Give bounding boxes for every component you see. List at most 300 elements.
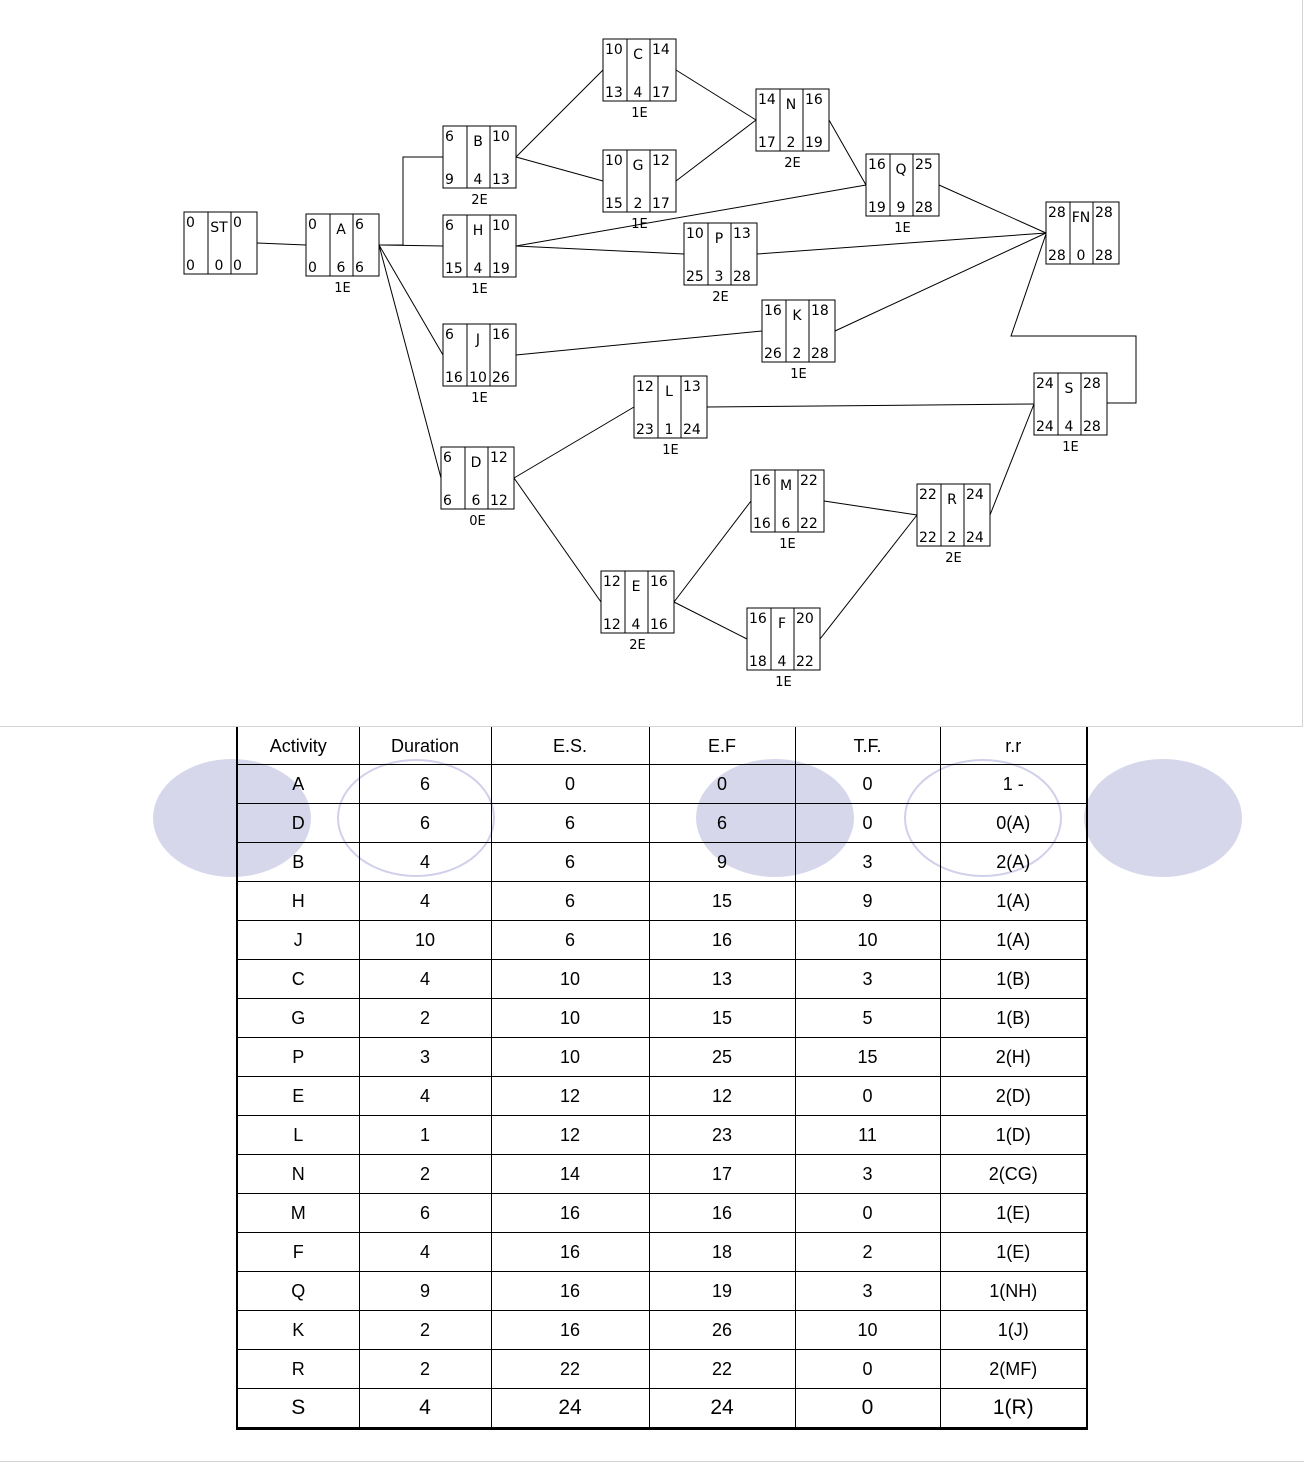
edge-L-S (707, 404, 1034, 407)
decorative-ellipse-mid-right (1084, 759, 1242, 877)
table-cell: 1(B) (940, 999, 1087, 1038)
table-cell: 2 (359, 1311, 491, 1350)
node-label: N (785, 97, 797, 113)
edge-H-P (516, 246, 684, 254)
node-ef: 12 (652, 153, 670, 169)
table-cell: 6 (359, 804, 491, 843)
node-duration: 6 (781, 516, 791, 532)
node-ls: 13 (605, 85, 623, 101)
node-ls: 12 (603, 617, 621, 633)
node-tag: 2E (712, 290, 729, 305)
node-es: 6 (445, 129, 454, 145)
table-cell: E (237, 1077, 359, 1116)
node-label: A (336, 222, 346, 238)
table-cell: 16 (491, 1194, 649, 1233)
edge-B-G (516, 157, 603, 181)
table-row (237, 960, 1087, 999)
edge-ST-A (257, 243, 306, 245)
node-ls: 6 (443, 493, 452, 509)
node-label: ST (210, 220, 228, 236)
edge-A-J (379, 245, 443, 355)
node-lf: 13 (492, 172, 510, 188)
node-tag: 1E (471, 282, 488, 297)
node-label: L (665, 384, 673, 400)
node-duration: 2 (633, 196, 643, 212)
node-es: 10 (605, 42, 623, 58)
node-lf: 26 (492, 370, 510, 386)
node-tag: 2E (471, 193, 488, 208)
node-lf: 19 (805, 135, 823, 151)
activity-node-d (441, 447, 514, 529)
edge-G-N (676, 120, 756, 181)
table-cell: 22 (491, 1350, 649, 1389)
table-cell: 19 (649, 1272, 795, 1311)
table-cell: 1(J) (940, 1311, 1087, 1350)
node-ls: 23 (636, 422, 654, 438)
table-cell: 6 (359, 1194, 491, 1233)
node-ef: 25 (915, 157, 933, 173)
table-cell: 24 (649, 1389, 795, 1429)
table-cell: 10 (491, 999, 649, 1038)
column-header: T.F. (795, 727, 940, 765)
node-duration: 4 (777, 654, 787, 670)
table-cell: 0 (795, 1350, 940, 1389)
node-lf: 22 (800, 516, 818, 532)
node-ef: 10 (492, 129, 510, 145)
edge-A-B (379, 157, 443, 245)
node-ef: 13 (683, 379, 701, 395)
table-cell: 2(MF) (940, 1350, 1087, 1389)
edge-N-Q (829, 120, 866, 185)
node-ef: 20 (796, 611, 814, 627)
node-duration: 2 (792, 346, 802, 362)
table-cell: 0 (795, 765, 940, 804)
node-label: E (631, 579, 641, 595)
table-row (237, 1155, 1087, 1194)
table-cell: 22 (649, 1350, 795, 1389)
node-ls: 15 (605, 196, 623, 212)
node-label: D (470, 455, 482, 471)
table-row (237, 921, 1087, 960)
node-label: B (473, 134, 483, 150)
table-row (237, 804, 1087, 843)
node-lf: 24 (683, 422, 701, 438)
node-ls: 0 (308, 260, 317, 276)
activity-node-st (184, 212, 257, 274)
node-ls: 28 (1048, 248, 1066, 264)
edge-Q-FN (939, 185, 1046, 233)
table-header-row (237, 727, 1087, 765)
activity-node-p (684, 223, 757, 305)
table-cell: L (237, 1116, 359, 1155)
node-tag: 1E (471, 391, 488, 406)
table-cell: 16 (491, 1311, 649, 1350)
table-cell: 0(A) (940, 804, 1087, 843)
table-cell: 6 (491, 804, 649, 843)
node-ls: 16 (753, 516, 771, 532)
node-tag: 2E (784, 156, 801, 171)
column-header: E.S. (491, 727, 649, 765)
node-lf: 24 (966, 530, 984, 546)
node-duration: 9 (896, 200, 906, 216)
table-cell: 1(E) (940, 1194, 1087, 1233)
node-tag: 2E (945, 551, 962, 566)
table-cell: 3 (795, 1155, 940, 1194)
node-ef: 22 (800, 473, 818, 489)
table-cell: 6 (491, 843, 649, 882)
node-ls: 0 (186, 258, 195, 274)
table-row (237, 1350, 1087, 1389)
table-cell: 9 (359, 1272, 491, 1311)
node-ef: 16 (650, 574, 668, 590)
node-lf: 0 (233, 258, 242, 274)
table-cell: 16 (491, 1272, 649, 1311)
node-duration: 2 (947, 530, 957, 546)
node-lf: 16 (650, 617, 668, 633)
table-cell: 2 (359, 999, 491, 1038)
node-lf: 28 (733, 269, 751, 285)
edge-E-F (674, 602, 747, 639)
edge-M-R (824, 501, 917, 515)
table-row (237, 1272, 1087, 1311)
table-cell: 1(D) (940, 1116, 1087, 1155)
table-row (237, 999, 1087, 1038)
node-ef: 14 (652, 42, 670, 58)
table-cell: 12 (491, 1116, 649, 1155)
activity-node-n (756, 89, 829, 171)
table-row (237, 882, 1087, 921)
table-cell: 13 (649, 960, 795, 999)
node-ef: 10 (492, 218, 510, 234)
node-tag: 1E (775, 675, 792, 690)
table-cell: 6 (491, 882, 649, 921)
node-ef: 24 (966, 487, 984, 503)
table-cell: 1(B) (940, 960, 1087, 999)
node-ls: 26 (764, 346, 782, 362)
node-ls: 24 (1036, 419, 1054, 435)
edge-K-FN (835, 233, 1046, 331)
table-cell: F (237, 1233, 359, 1272)
node-ls: 9 (445, 172, 454, 188)
nodes-layer (184, 39, 1119, 690)
table-cell: 26 (649, 1311, 795, 1350)
node-label: R (947, 492, 957, 508)
node-duration: 4 (473, 172, 483, 188)
table-cell: 4 (359, 1233, 491, 1272)
table-cell: 15 (649, 999, 795, 1038)
table-cell: 0 (491, 765, 649, 804)
table-cell: 6 (359, 765, 491, 804)
activity-node-m (751, 470, 824, 552)
table-cell: 10 (795, 921, 940, 960)
node-es: 6 (445, 218, 454, 234)
network-diagram-panel (0, 0, 1303, 727)
node-lf: 22 (796, 654, 814, 670)
table-cell: P (237, 1038, 359, 1077)
node-lf: 17 (652, 85, 670, 101)
table-row (237, 1194, 1087, 1233)
node-tag: 1E (790, 367, 807, 382)
table-cell: 11 (795, 1116, 940, 1155)
table-cell: 0 (649, 765, 795, 804)
node-ls: 17 (758, 135, 776, 151)
node-tag: 1E (894, 221, 911, 236)
edge-D-E (514, 478, 601, 602)
table-cell: 4 (359, 843, 491, 882)
node-duration: 4 (473, 261, 483, 277)
table-cell: 1(R) (940, 1389, 1087, 1429)
node-label: H (472, 223, 484, 239)
node-es: 12 (636, 379, 654, 395)
table-cell: 1 - (940, 765, 1087, 804)
column-header: Activity (237, 727, 359, 765)
node-tag: 1E (631, 106, 648, 121)
table-row (237, 843, 1087, 882)
node-tag: 1E (334, 281, 351, 296)
node-ls: 22 (919, 530, 937, 546)
table-cell: D (237, 804, 359, 843)
table-cell: N (237, 1155, 359, 1194)
table-cell: 10 (795, 1311, 940, 1350)
table-cell: 15 (795, 1038, 940, 1077)
node-es: 0 (186, 215, 195, 231)
node-lf: 19 (492, 261, 510, 277)
node-es: 14 (758, 92, 776, 108)
table-cell: 0 (795, 804, 940, 843)
node-duration: 0 (214, 258, 224, 274)
node-es: 10 (686, 226, 704, 242)
activity-node-l (634, 376, 707, 458)
node-label: G (632, 158, 644, 174)
table-cell: 10 (491, 960, 649, 999)
node-es: 24 (1036, 376, 1054, 392)
table-cell: 0 (795, 1194, 940, 1233)
edges-layer (257, 70, 1136, 639)
activity-node-k (762, 300, 835, 382)
node-ef: 6 (355, 217, 364, 233)
table-cell: 3 (795, 960, 940, 999)
table-cell: 0 (795, 1077, 940, 1116)
node-es: 12 (603, 574, 621, 590)
table-cell: 4 (359, 960, 491, 999)
table-row (237, 1233, 1087, 1272)
node-label: FN (1071, 210, 1091, 226)
table-cell: 17 (649, 1155, 795, 1194)
node-lf: 28 (811, 346, 829, 362)
node-ef: 13 (733, 226, 751, 242)
node-label: F (777, 616, 787, 632)
table-cell: 16 (491, 1233, 649, 1272)
table-cell: 9 (649, 843, 795, 882)
node-ls: 25 (686, 269, 704, 285)
node-ef: 16 (805, 92, 823, 108)
node-label: P (714, 231, 724, 247)
node-ef: 0 (233, 215, 242, 231)
activity-node-q (866, 154, 939, 236)
activity-node-fn (1046, 202, 1119, 264)
node-lf: 6 (355, 260, 364, 276)
edge-C-N (676, 70, 756, 120)
table-cell: J (237, 921, 359, 960)
table-cell: 2(H) (940, 1038, 1087, 1077)
column-header: Duration (359, 727, 491, 765)
node-ef: 12 (490, 450, 508, 466)
table-cell: 1(NH) (940, 1272, 1087, 1311)
node-duration: 4 (1064, 419, 1074, 435)
table-row (237, 765, 1087, 804)
node-tag: 1E (631, 217, 648, 232)
node-duration: 1 (664, 422, 674, 438)
node-duration: 0 (1076, 248, 1086, 264)
activity-node-h (443, 215, 516, 297)
node-label: K (792, 308, 802, 324)
node-label: C (633, 47, 643, 63)
table-row (237, 1077, 1087, 1116)
edge-F-R (820, 515, 917, 639)
table-cell: C (237, 960, 359, 999)
table-cell: 24 (491, 1389, 649, 1429)
table-cell: 10 (491, 1038, 649, 1077)
table-cell: 1(A) (940, 882, 1087, 921)
table-cell: 2(A) (940, 843, 1087, 882)
node-duration: 6 (336, 260, 346, 276)
edge-P-FN (757, 233, 1046, 254)
table-cell: 4 (359, 1077, 491, 1116)
table-cell: 1(A) (940, 921, 1087, 960)
table-cell: B (237, 843, 359, 882)
node-duration: 3 (714, 269, 724, 285)
node-ef: 18 (811, 303, 829, 319)
node-lf: 12 (490, 493, 508, 509)
table-cell: 16 (649, 1194, 795, 1233)
activity-node-b (443, 126, 516, 208)
table-cell: 6 (649, 804, 795, 843)
node-label: M (779, 478, 793, 494)
node-ls: 15 (445, 261, 463, 277)
node-label: J (475, 332, 481, 348)
table-row (237, 1389, 1087, 1429)
table-cell: 2(D) (940, 1077, 1087, 1116)
node-ls: 16 (445, 370, 463, 386)
edge-B-C (516, 70, 603, 157)
activity-node-c (603, 39, 676, 121)
table-cell: 12 (491, 1077, 649, 1116)
node-es: 16 (764, 303, 782, 319)
node-duration: 4 (633, 85, 643, 101)
table-cell: 2 (359, 1350, 491, 1389)
table-cell: M (237, 1194, 359, 1233)
activity-node-r (917, 484, 990, 566)
network-diagram (0, 0, 1302, 726)
node-es: 22 (919, 487, 937, 503)
node-tag: 0E (469, 514, 486, 529)
table-cell: R (237, 1350, 359, 1389)
activity-node-s (1034, 373, 1107, 455)
edge-J-K (516, 331, 762, 355)
table-cell: S (237, 1389, 359, 1429)
table-cell: 0 (795, 1389, 940, 1429)
activity-node-e (601, 571, 674, 653)
node-es: 16 (868, 157, 886, 173)
table-cell: 2 (359, 1155, 491, 1194)
table-cell: 15 (649, 882, 795, 921)
table-row (237, 1116, 1087, 1155)
table-row (237, 1038, 1087, 1077)
activity-node-a (306, 214, 379, 296)
table-cell: 3 (795, 1272, 940, 1311)
node-lf: 28 (915, 200, 933, 216)
table-cell: 5 (795, 999, 940, 1038)
table-body (237, 765, 1087, 1429)
table-cell: 4 (359, 1389, 491, 1429)
edge-E-M (674, 501, 751, 602)
edge-A-D (379, 245, 441, 478)
table-cell: H (237, 882, 359, 921)
table-cell: 1(E) (940, 1233, 1087, 1272)
table-cell: 12 (649, 1077, 795, 1116)
table-cell: A (237, 765, 359, 804)
node-tag: 1E (662, 443, 679, 458)
table-cell: 3 (359, 1038, 491, 1077)
table-row (237, 1311, 1087, 1350)
table-cell: 6 (491, 921, 649, 960)
node-lf: 17 (652, 196, 670, 212)
node-label: S (1064, 381, 1074, 397)
activity-node-f (747, 608, 820, 690)
table-cell: 23 (649, 1116, 795, 1155)
table-cell: 1 (359, 1116, 491, 1155)
table-cell: 9 (795, 882, 940, 921)
node-ef: 28 (1083, 376, 1101, 392)
edge-R-S (990, 404, 1034, 515)
table-cell: 10 (359, 921, 491, 960)
activity-node-j (443, 324, 516, 406)
edge-D-L (514, 407, 634, 478)
node-es: 16 (749, 611, 767, 627)
node-tag: 1E (779, 537, 796, 552)
node-es: 28 (1048, 205, 1066, 221)
column-header: r.r (940, 727, 1087, 765)
node-duration: 6 (471, 493, 481, 509)
node-ls: 19 (868, 200, 886, 216)
node-es: 0 (308, 217, 317, 233)
table-cell: 25 (649, 1038, 795, 1077)
node-duration: 10 (469, 370, 487, 386)
node-es: 6 (443, 450, 452, 466)
node-tag: 1E (1062, 440, 1079, 455)
node-ef: 16 (492, 327, 510, 343)
node-duration: 2 (786, 135, 796, 151)
table-cell: 18 (649, 1233, 795, 1272)
node-es: 6 (445, 327, 454, 343)
node-ef: 28 (1095, 205, 1113, 221)
column-header: E.F (649, 727, 795, 765)
table-cell: 14 (491, 1155, 649, 1194)
node-es: 16 (753, 473, 771, 489)
table-cell: 4 (359, 882, 491, 921)
node-tag: 2E (629, 638, 646, 653)
node-es: 10 (605, 153, 623, 169)
node-duration: 4 (631, 617, 641, 633)
node-lf: 28 (1095, 248, 1113, 264)
node-ls: 18 (749, 654, 767, 670)
table-cell: Q (237, 1272, 359, 1311)
node-label: Q (895, 162, 907, 178)
schedule-table (236, 727, 1088, 1430)
table-cell: 16 (649, 921, 795, 960)
table-cell: 2(CG) (940, 1155, 1087, 1194)
table-cell: 2 (795, 1233, 940, 1272)
